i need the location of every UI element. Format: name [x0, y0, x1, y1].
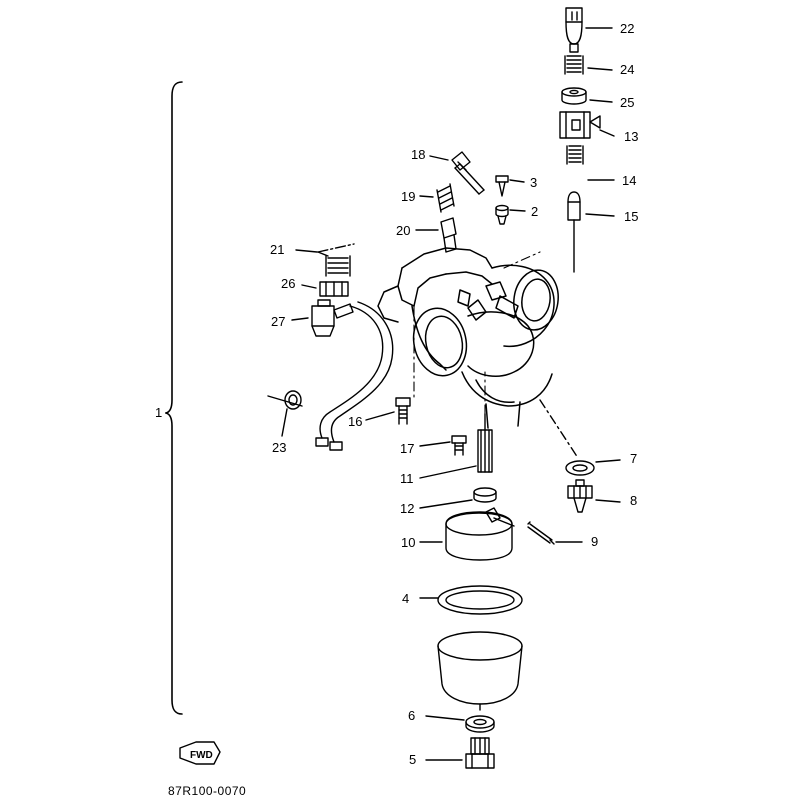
leader-11 — [420, 466, 476, 478]
callout-26: 26 — [281, 276, 296, 291]
callout-14: 14 — [622, 173, 637, 188]
figure-part-number: 87R100-0070 — [168, 784, 247, 798]
callout-21: 21 — [270, 242, 285, 257]
leader-6 — [426, 716, 464, 720]
leader-7-dash — [540, 400, 578, 458]
part-8-drain-screw — [568, 480, 592, 512]
carburetor-body — [378, 248, 562, 428]
part-9-float-pin — [528, 522, 554, 544]
part-27-fuel-inlet — [312, 300, 353, 336]
float-bowl — [438, 632, 522, 710]
part-20-sleeve — [441, 218, 456, 252]
leader-7 — [596, 460, 620, 462]
callout-20: 20 — [396, 223, 411, 238]
leader-27 — [292, 318, 308, 320]
group-bracket — [166, 82, 182, 714]
callout-1: 1 — [155, 405, 163, 420]
part-15-plunger — [568, 192, 580, 272]
leader-2 — [510, 210, 525, 211]
callout-11: 11 — [400, 471, 414, 486]
callout-10: 10 — [401, 535, 416, 550]
part-11-main-jet — [478, 414, 492, 472]
leader-3 — [510, 180, 524, 182]
callout-3: 3 — [530, 175, 538, 190]
part-3-screw — [496, 176, 508, 196]
part-10-float — [446, 508, 514, 560]
callout-2: 2 — [531, 204, 539, 219]
part-14-spring — [567, 146, 583, 164]
callout-17: 17 — [400, 441, 415, 456]
part-12-washer — [474, 488, 496, 502]
leader-16 — [366, 412, 394, 420]
leader-12 — [420, 500, 472, 508]
part-19-spring — [437, 184, 454, 212]
part-5-drain-bolt — [466, 738, 494, 768]
callout-19: 19 — [401, 189, 416, 204]
callout-22: 22 — [620, 21, 635, 36]
callout-18: 18 — [411, 147, 426, 162]
leader-13 — [600, 130, 614, 136]
part-17-screw — [452, 436, 466, 455]
part-2-spring-seat — [496, 206, 508, 225]
leader-17 — [420, 442, 450, 446]
callout-9: 9 — [591, 534, 599, 549]
leader-18 — [430, 156, 448, 160]
callout-5: 5 — [409, 752, 417, 767]
callout-4: 4 — [402, 591, 410, 606]
callout-23: 23 — [272, 440, 287, 455]
callout-6: 6 — [408, 708, 416, 723]
part-22-cap — [566, 8, 582, 52]
callout-13: 13 — [624, 129, 639, 144]
leader-19 — [420, 196, 433, 197]
part-6-washer — [466, 716, 494, 732]
part-25-washer — [562, 88, 586, 104]
part-26-fitting — [320, 282, 348, 296]
assembly-guides — [414, 252, 540, 414]
callout-12: 12 — [400, 501, 415, 516]
leader-15 — [586, 214, 614, 216]
leader-26 — [302, 285, 316, 288]
part-7-oring — [566, 461, 594, 475]
leader-25 — [590, 100, 612, 102]
leader-21 — [296, 250, 317, 252]
callout-25: 25 — [620, 95, 635, 110]
fwd-badge-label: FWD — [190, 750, 213, 761]
part-23-oring — [285, 391, 301, 409]
callout-8: 8 — [630, 493, 638, 508]
leader-24 — [588, 68, 612, 70]
callout-15: 15 — [624, 209, 639, 224]
leader-23 — [282, 409, 287, 436]
part-4-gasket — [438, 586, 522, 614]
part-24-spring — [565, 56, 583, 74]
part-21-spring — [318, 252, 350, 276]
callout-24: 24 — [620, 62, 635, 77]
callout-16: 16 — [348, 414, 363, 429]
callout-27: 27 — [271, 314, 286, 329]
part-18-screw — [452, 152, 484, 194]
part-16-bolt — [396, 398, 410, 424]
callout-7: 7 — [630, 451, 638, 466]
leader-21-dash — [318, 244, 354, 252]
part-13-valve-body — [560, 112, 600, 138]
leader-8 — [596, 500, 620, 502]
